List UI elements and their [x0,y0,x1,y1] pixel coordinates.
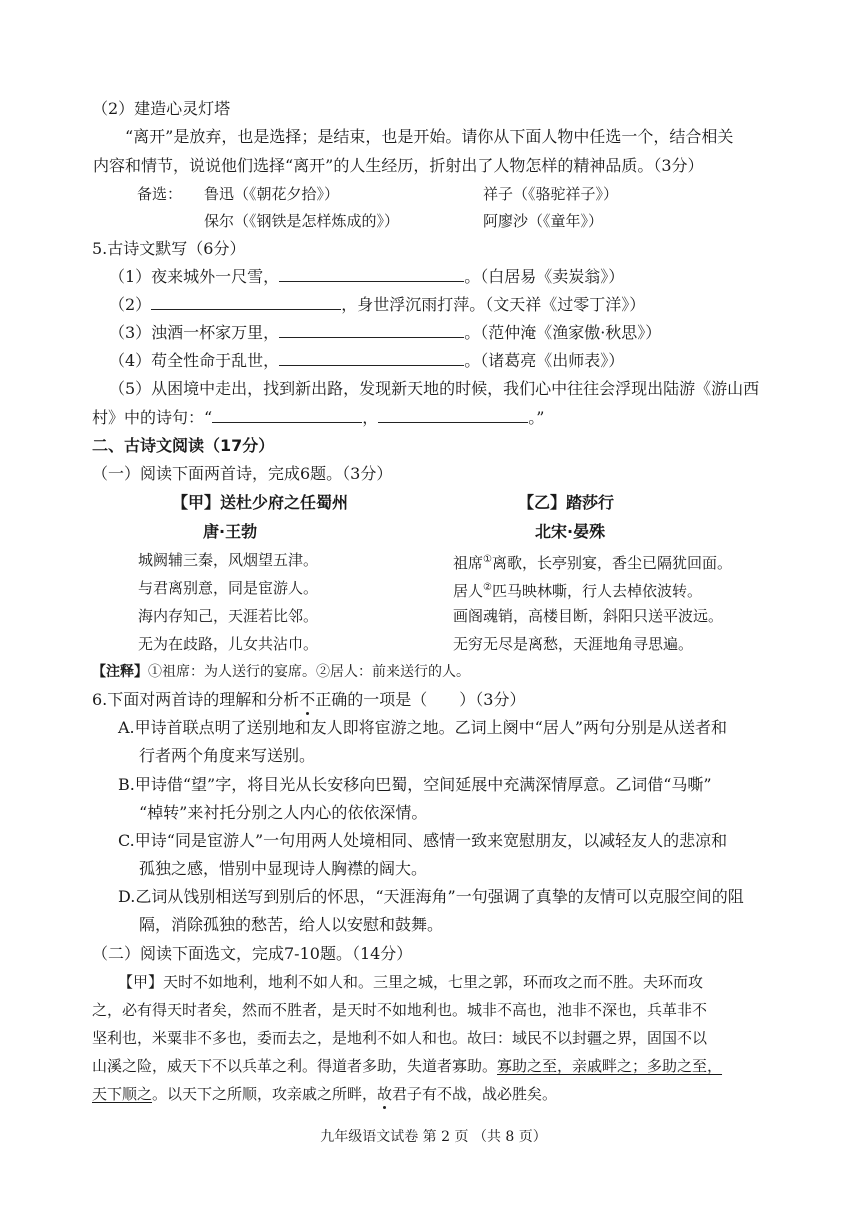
option-d-line-1[interactable]: D.乙词从饯别相送写到别后的怀思，“天涯海角”一句强调了真挚的友情可以克服空间的阻 [118,887,744,906]
annotation-label: 【注释】 [92,664,148,680]
passage-line-4-text: 山溪之险，威天下不以兵革之利。得道者多助，失道者寡助。 [92,1057,498,1075]
poem-a-line-4: 无为在歧路，儿女共沾巾。 [138,635,319,653]
underlined-sentence-start: 寡助之至，亲戚畔之；多助之至， [497,1057,723,1075]
option-luxun: 鲁迅（《朝花夕拾》） [204,185,340,203]
passage-line-5 [92,1083,557,1105]
poem-b-line-1-rest: 离歌，长亭别宴，香尘已隔犹回面。 [491,554,732,572]
item-3-suffix: 。（范仲淹《渔家傲·秋思》） [464,323,662,342]
item-1-prefix: （1）夜来城外一尺雪， [109,267,280,286]
section-2-heading: 二、古诗文阅读（17分） [92,436,275,455]
answer-blank-3[interactable] [279,323,464,338]
question-5-item-5-line-1: （5）从困境中走出，找到新出路，发现新天地的时候，我们心中往往会浮现出陆游《游山西 [109,379,760,398]
emphasis-gu: 故 [377,1085,393,1103]
option-b-line-2: “棹转”来衬托分别之人内心的依依深情。 [139,803,428,822]
item-5-prefix: 村》中的诗句：“ [92,408,213,427]
question-5-item-1 [109,266,624,288]
question-4-2-text-line-1: “离开”是放弃，也是选择；是结束，也是开始。请你从下面人物中任选一个，结合相关 [125,127,734,146]
passage-line-2: 之，必有得天时者矣，然而不胜者，是天时不如地利也。城非不高也，池非不深也，兵革非不 [92,1001,708,1019]
poem-b-line-1 [453,549,732,574]
footnote-marker-2: ② [483,582,492,593]
passage-line-5-end: 君子有不战，战必胜矣。 [392,1085,558,1103]
poem-a-line-1: 城阙辅三秦，风烟望五津。 [138,551,319,569]
passage-line-5-text: 。以天下之所顺，攻亲戚之所畔， [152,1085,378,1103]
question-6-stem-end: 正确的一项是（ ）（3分） [315,690,526,709]
passage-line-4 [92,1055,722,1077]
poem-b-title: 【乙】踏莎行 [518,493,615,512]
question-5-item-5-line-2 [92,407,544,429]
poem-b-line-2-start: 居人 [453,582,484,600]
item-2-suffix: ，身世浮沉雨打萍。（文天祥《过零丁洋》） [341,295,646,314]
answer-blank-4[interactable] [279,351,464,366]
option-baoer: 保尔（《钢铁是怎样炼成的》） [204,212,400,230]
answer-blank-5a[interactable] [212,408,362,423]
page-footer: 九年级语文试卷 第 2 页 （共 8 页） [320,1129,547,1145]
poem-b-line-4: 无穷无尽是离愁，天涯地角寻思遍。 [453,635,694,653]
passage-line-1: 【甲】天时不如地利，地利不如人和。三里之城，七里之郭，环而攻之而不胜。夫环而攻 [118,973,704,991]
poem-b-line-1-start: 祖席 [453,554,484,572]
item-4-suffix: 。（诸葛亮《出师表》） [464,351,625,370]
question-6-stem [92,689,525,711]
question-5-heading: 5.古诗文默写（6分） [92,239,246,258]
annotation [92,661,470,683]
item-3-prefix: （3）浊酒一杯家万里， [109,323,280,342]
option-a-line-2: 行者两个角度来写送别。 [139,746,316,765]
footnote-marker-1: ① [483,554,492,565]
annotation-text: ①祖席：为人送行的宴席。②居人：前来送行的人。 [148,664,470,680]
item-5-suffix: 。” [528,408,545,427]
answer-blank-2[interactable] [151,295,341,310]
underlined-sentence-end: 天下顺之 [92,1085,153,1103]
question-5-item-4 [109,350,624,372]
poem-a-title: 【甲】送杜少府之任蜀州 [172,493,349,512]
poem-a-line-3: 海内存知己，天涯若比邻。 [138,607,319,625]
option-xiangzi: 祥子（《骆驼祥子》） [483,185,619,203]
option-b-line-1[interactable]: B.甲诗借“望”字，将目光从长安移向巴蜀，空间延展中充满深情厚意。乙词借“马嘶” [118,775,712,794]
part-1-instruction: （一）阅读下面两首诗，完成6题。（3分） [92,464,393,483]
question-5-item-2 [109,294,645,316]
poem-a-line-2: 与君离别意，同是宦游人。 [138,579,319,597]
poem-b-line-2 [453,577,702,602]
poem-b-line-3: 画阁魂销，高楼目断，斜阳只送平波远。 [453,607,724,625]
question-4-2-heading: （2）建造心灵灯塔 [92,99,231,118]
option-d-line-2: 隔，消除孤独的愁苦，给人以安慰和鼓舞。 [139,915,444,934]
option-a-line-1[interactable]: A.甲诗首联点明了送别地和友人即将宦游之地。乙词上阕中“居人”两句分别是从送者和 [118,718,728,737]
item-4-prefix: （4）苟全性命于乱世， [109,351,280,370]
passage-line-3: 坚利也，米粟非不多也，委而去之，是地利不如人和也。故曰：域民不以封疆之界，固国不以 [92,1029,708,1047]
question-5-item-3 [109,322,661,344]
item-5-comma: ， [362,408,379,427]
option-c-line-2: 孤独之感，惜别中显现诗人胸襟的阔大。 [139,859,428,878]
part-2-instruction: （二）阅读下面选文，完成7-10题。（14分） [92,944,413,963]
poem-a-author: 唐·王勃 [203,522,258,541]
poem-b-author: 北宋·晏殊 [535,522,606,541]
poem-b-line-2-rest: 匹马映林嘶，行人去棹依波转。 [491,582,702,600]
answer-blank-1[interactable] [279,267,464,282]
question-6-stem-start: 6.下面对两首诗的理解和分析 [92,690,300,709]
options-label: 备选： [137,185,183,203]
option-c-line-1[interactable]: C.甲诗“同是宦游人”一句用两人处境相同、感情一致来宽慰朋友，以减轻友人的悲凉和 [118,831,728,850]
emphasis-not: 不 [299,690,316,709]
question-4-2-text-line-2: 内容和情节，说说他们选择“离开”的人生经历，折射出了人物怎样的精神品质。（3分） [93,156,704,175]
option-aliaosha: 阿廖沙（《童年》） [483,212,604,230]
item-1-suffix: 。（白居易《卖炭翁》） [464,267,625,286]
answer-blank-5b[interactable] [378,408,528,423]
item-2-prefix: （2） [109,295,152,314]
